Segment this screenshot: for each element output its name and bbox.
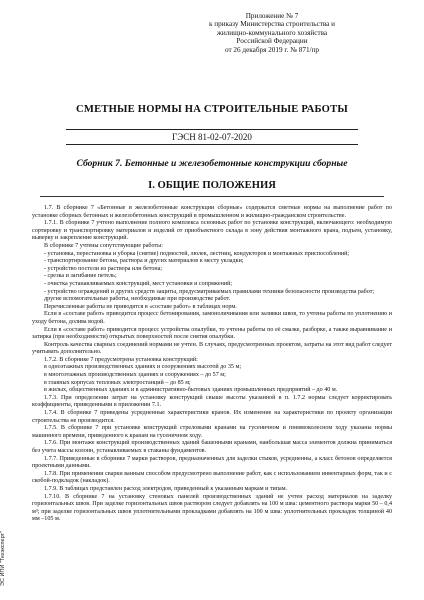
paragraph: 1.7.6. При монтаже конструкций производственных зданий башенными кранами, наибольшая масса элементов должна приниматься без учета массы колонн, устанавливаемых в стаканы фундаментов. [32,440,392,454]
body-text [32,205,392,524]
list-item: - устройство постели из раствора или бетона; [44,265,163,272]
list-item: - устройство ограждений и других средств защиты, предусматриваемых правилами техники безопасности производства работ; [44,288,375,295]
paragraph: 1.7. В сборнике 7 «Бетонные и железобетонные конструкции сборные» содержатся сметные нормы на выполнение работ по установке сборных бетонных и железобетонных конструкций в промышленном и жилищно-гражданском строительстве. [32,205,392,219]
paragraph: Если в «составе работ» приводится процесс устройства опалубки, то учтены работы по её смазке, разборке, а также выравнивание и затирка (при необходимости) открытых поверхностей после снятия опалубки. [32,326,392,341]
paragraph: 1.7.9. В таблицах представлен расход электродов, приведенный к указанным маркам и типам. [44,485,288,492]
section-heading: I. ОБЩИЕ ПОЛОЖЕНИЯ [148,180,276,191]
section-divider [40,196,384,197]
list-item: в главных корпусах тепловых электростанций – до 85 м; [44,379,191,386]
appendix-header [172,12,372,54]
norm-code: ГЭСН 81-02-07-2020 [66,129,358,145]
paragraph: 1.7.5. В сборнике 7 при установке конструкций стреловыми кранами на гусеничном и пневмоколесном ходу указаны нормы машинного времени, приведенного к кранам на гусеничном ходу. [32,425,392,439]
paragraph: Если в «составе работ» приводится процесс бетонирования, замоноличивания или заливки швов, то учтены работы по уплотнению и уходу бетона, долива водой. [32,311,392,325]
paragraph: 1.7.4. В сборнике 7 приведены усредненные характеристики кранов. Их изменение на характеристики по проекту организации строительства не производится. [32,410,392,424]
paragraph: 1.7.1. В сборнике 7 учтено выполнение полного комплекса основных работ по установке конструкций, включающего: необходимую сортировку и транспортировку материалов и изделий от приобъектного склада в зону действия монтажного крана, подъем, установку, выверку и закрепление конструкций. [32,220,392,242]
list-item: - установка, перестановка и уборка (снятие) подмостей, люлек, лестниц, кондукторов и монтажных приспособлений; [44,250,350,257]
appendix-line: жилищно-коммунального хозяйства [216,28,328,37]
paragraph: 1.7.7. Приведенные в сборнике 7 марки растворов, предназначенных для заделки стыков, усредненны, а класс бетонов определяется проектными данными. [32,455,392,470]
list-item: в многоэтажных производственных зданиях и сооружениях – до 57 м; [44,372,226,379]
list-item: в жилых, общественных зданиях и в административно-бытовых зданиях промышленных предприятий – до 40 м. [44,387,338,394]
side-watermark: ЭС ИПИ "Техэксперт" [0,530,6,586]
list-item: - транспортирование бетона, раствора и других материалов к месту укладки; [44,258,244,265]
paragraph: другие вспомогательные работы, необходимые при производстве работ. [44,296,231,303]
appendix-line: от 26 декабря 2019 г. № 871/пр [225,45,319,54]
paragraph: 1.7.3. При определении затрат на установку конструкций свыше высоты указанной в п. 1.7.2 нормы следует корректировать коэффициенты, приведенными в приложении 7.1. [32,394,392,409]
list-item: в одноэтажных производственных зданиях и сооружениях высотой до 35 м; [44,364,242,371]
document-title: СМЕТНЫЕ НОРМЫ НА СТРОИТЕЛЬНЫЕ РАБОТЫ [76,104,348,115]
appendix-line: Приложение № 7 [245,12,299,20]
collection-title: Сборник 7. Бетонные и железобетонные конструкции сборные [76,158,348,169]
paragraph: Перечисленные работы не приводятся в «составе работ» в таблицах норм. [44,303,237,310]
paragraph: Контроль качества сварных соединений нормами не учтен. В случаях, предусмотренных проектом, затраты на этот вид работ следует учитывать дополнительно. [32,341,392,356]
appendix-line: к приказу Министерства строительства и [208,20,335,29]
list-item: - очистка устанавливаемых конструкций, мест установки и сопряжений; [44,280,233,287]
paragraph: 1.7.2. В сборнике 7 предусмотрена установка конструкций: [44,356,198,363]
list-item: - срезка и загибание петель; [44,273,117,280]
paragraph: В сборнике 7 учтены сопутствующие работы: [44,242,163,249]
paragraph: 1.7.8. При применении сварки ванным способом предусмотрено выполнение работ, как с использованием инвентарных форм, так и с скобой-подкладок (накладок). [32,470,392,485]
paragraph: 1.7.10. В сборнике 7 на установку стеновых панелей производственных зданий не учтен расход материалов на заделку горизонтальных швов. При заделке горизонтальных швов раствором следует добавлять на 100 м швa: цементного раствора марки 50 – 0,4 м³; при заделке горизонтальных швов уплотнительными прокладками добавлять на 100 м шва: уплотнительных прокладок толщиной 40 мм –105 м. [32,493,392,523]
appendix-line: Российской Федерации [236,37,308,46]
